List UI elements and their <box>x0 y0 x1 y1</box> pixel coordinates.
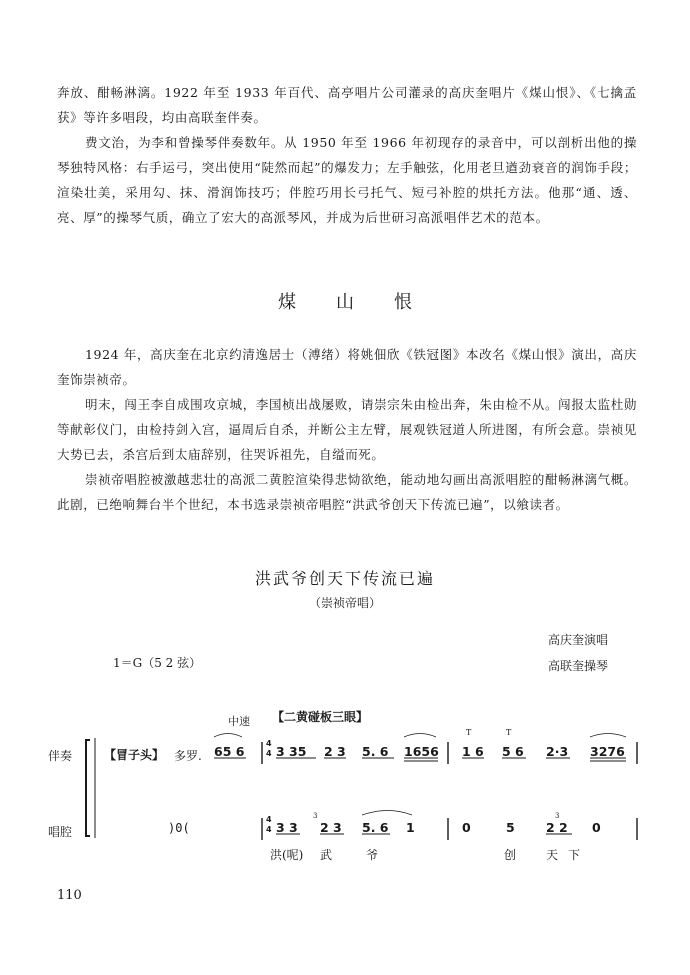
intro-paragraph-3: 崇祯帝唱腔被激越悲壮的高派二黄腔渲染得悲恸欲绝，能动地勾画出高派唱腔的酣畅淋漓气概。此剧，已绝响舞台半个世纪，本书选录崇祯帝唱腔“洪武爷创天下传流已遍”，以飨读者。 <box>57 472 637 512</box>
vocal-note-5: 0 <box>462 820 471 835</box>
accomp-note-7: 5 6 <box>502 744 524 759</box>
page-number: 110 <box>57 888 82 903</box>
time-sig-top: 4 <box>266 739 272 748</box>
paragraph-continued: 奔放、酣畅淋漓。1922 年至 1933 年百代、高亭唱片公司灌录的高庆奎唱片《煤山恨》、《七擒孟获》等许多唱段，均由高联奎伴奏。 <box>57 85 637 125</box>
vocal-note-2: 2 3 <box>320 820 342 835</box>
tempo-marking: 中速 <box>228 715 250 728</box>
vocal-note-8: 0 <box>592 820 601 835</box>
accomp-note-4: 5. 6 <box>362 744 389 759</box>
slur-v1 <box>362 811 412 816</box>
accomp-note-8: 2·3 <box>546 744 569 759</box>
accomp-note-3: 2 3 <box>324 744 346 759</box>
song-subtitle: （崇祯帝唱） <box>308 596 381 610</box>
intro-syllables: 多罗. <box>174 749 202 763</box>
slur-a3 <box>590 734 626 738</box>
accomp-note-1: 65 6 <box>214 744 245 759</box>
paragraph-fei-wenzhi: 费文治，为李和曾操琴伴奏数年。从 1950 年至 1966 年初现存的录音中，可以剖析出他的操琴独特风格：右手运弓，突出使用“陡然而起”的爆发力；左手触弦，化用老旦遒劲衰音的润饰手段；渲染壮美，采用勾、抹、滑润饰技巧；伴腔巧用长弓托气、短弓补腔的烘托方法。他那“通、透、亮、厚”的操琴气质，确立了宏大的高派琴风，并成为后世研习高派唱伴艺术的范本。 <box>57 135 637 225</box>
system-bracket <box>86 740 90 836</box>
song-title: 洪武爷创天下传流已遍 <box>254 569 435 588</box>
lyric-1: 洪(呢) <box>270 848 304 862</box>
vocal-note-7: 2 2 <box>546 820 568 835</box>
vocal-note-3: 5. 6 <box>362 820 389 835</box>
intro-label: 【冒子头】 <box>104 748 165 762</box>
accomp-note-5: 1656 <box>404 744 439 759</box>
accompanist-credit: 高联奎操琴 <box>548 659 609 673</box>
lyric-4: 创 <box>504 848 517 862</box>
key-signature: 1＝G（5 2 弦） <box>113 656 202 670</box>
lyric-6: 下 <box>568 848 581 862</box>
vocal-grace-note-2: 3 <box>555 812 560 820</box>
part-label-vocal: 唱腔 <box>48 825 73 839</box>
vocal-note-4: 1 <box>406 820 415 835</box>
ornament-mark-2: T <box>506 728 512 737</box>
ornament-mark-1: T <box>466 728 472 737</box>
performer-credit: 高庆奎演唱 <box>548 633 609 647</box>
lyric-2: 武 <box>320 848 333 862</box>
accomp-note-6: 1 6 <box>462 744 484 759</box>
slur-a1 <box>214 734 242 738</box>
vocal-note-1: 3 3 <box>276 820 298 835</box>
accomp-note-2: 3 35 <box>276 744 307 759</box>
accomp-note-9: 3276 <box>590 744 625 759</box>
slur-a2 <box>404 734 436 738</box>
intro-paragraph-2: 明末，闯王李自成围攻京城，李国桢出战屡败，请崇宗朱由检出奔，朱由检不从。闯报太监杜勋等献彰仪门，由检持剑入宫，逼周后自杀，并断公主左臂，展观铁冠道人所进图，有所会意。崇祯见大势已去，杀宫后到太庙辞别，往哭诉祖先，自缢而死。 <box>57 397 637 462</box>
section-label: 【二黄碰板三眼】 <box>272 710 369 724</box>
vocal-note-6: 5 <box>506 820 515 835</box>
intro-paragraph-1: 1924 年，高庆奎在北京约清逸居士（溥绪）将姚佃欣《铁冠图》本改名《煤山恨》演出，高庆奎饰崇祯帝。 <box>57 347 637 387</box>
lyric-3: 爷 <box>366 848 379 862</box>
time-sig-bottom: 4 <box>266 749 272 758</box>
vocal-rest-mark: )0( <box>168 821 190 835</box>
vocal-time-sig-bottom: 4 <box>266 825 272 834</box>
section-title: 煤山恨 <box>278 292 452 313</box>
vocal-grace-note: 3 <box>313 812 318 820</box>
vocal-time-sig-top: 4 <box>266 815 272 824</box>
lyric-5: 天 <box>546 848 559 862</box>
part-label-accompaniment: 伴奏 <box>48 749 73 763</box>
